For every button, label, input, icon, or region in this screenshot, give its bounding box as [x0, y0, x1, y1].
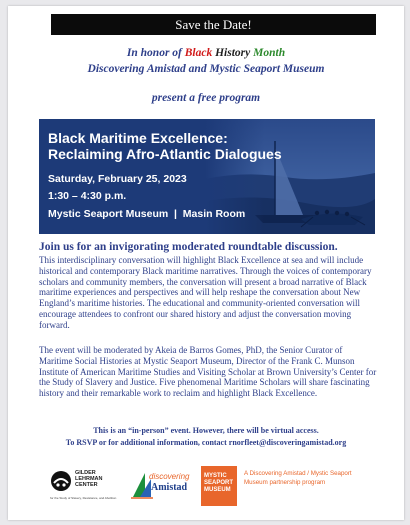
in-person-note: This is an “in-person” event. However, there will be virtual access. [93, 426, 319, 435]
mystic-seaport-name: MYSTIC SEAPORT MUSEUM [204, 473, 234, 493]
amistad-bottom-word: Amistad [151, 482, 188, 493]
event-time: 1:30 – 4:30 p.m. [48, 190, 127, 202]
discussion-heading: Join us for an invigorating moderated roundtable discussion. [39, 241, 338, 253]
event-date: Saturday, February 25, 2023 [48, 173, 187, 185]
event-title-line2: Reclaiming Afro-Atlantic Dialogues [48, 146, 282, 162]
amistad-top-word: discovering [149, 472, 190, 481]
honor-prefix: In honor of [126, 47, 185, 59]
honor-month: Month [253, 47, 286, 59]
gilder-lehrman-logo [50, 469, 120, 503]
rsvp-contact: To RSVP or for additional information, contact rnorfleet@discoveringamistad.org [65, 438, 347, 447]
honor-black: Black [184, 47, 213, 59]
gilder-lehrman-name: GILDER LEHRMAN CENTER [75, 470, 103, 489]
mystic-seaport-logo [201, 466, 237, 506]
flyer-page [8, 6, 404, 520]
gilder-lehrman-subtitle: for the Study of Slavery, Resistance, and Abolition [50, 496, 117, 500]
event-title [48, 130, 282, 162]
honor-line [8, 46, 404, 60]
moderator-paragraph: The event will be moderated by Akeia de Barros Gomes, PhD, the Senior Curator of Maritime Social Histories at Mystic Seaport Museum, Director of the Frank C. Munson Institute of American Maritime Studies and Visiting Scholar at Brown University’s Center for the Study of Slavery and Justice. Five phenomenal Maritime Scholars will share fascinating history and their remarkable work to reclaim and highlight Black Excellence. [39, 345, 377, 399]
save-the-date-banner: Save the Date! [51, 14, 376, 35]
organizations-line: Discovering Amistad and Mystic Seaport Museum [87, 63, 325, 75]
honor-history: History [215, 47, 251, 59]
discovering-amistad-logo [131, 470, 191, 500]
event-title-line1: Black Maritime Excellence: [48, 130, 228, 146]
gilder-lehrman-emblem-icon [50, 469, 72, 493]
event-hero-banner [39, 119, 375, 234]
partnership-text: A Discovering Amistad / Mystic Seaport Museum partnership program [244, 470, 352, 486]
description-paragraph: This interdisciplinary conversation will highlight Black Excellence at sea and will include historical and contemporary Black maritime narratives. Through the voices of contemporary scholars and community members, the conversation will present a broad narrative of Black maritime experiences and perspectives and will help reshape the conversation about New England’s maritime histories. The educational and community-oriented conversation will encourage attendees to confront our shared history and adjust the conversation moving forward. [39, 255, 372, 330]
present-line: present a free program [151, 92, 261, 104]
event-venue: Mystic Seaport Museum | Masin Room [48, 208, 246, 220]
sponsor-logos [8, 464, 404, 514]
